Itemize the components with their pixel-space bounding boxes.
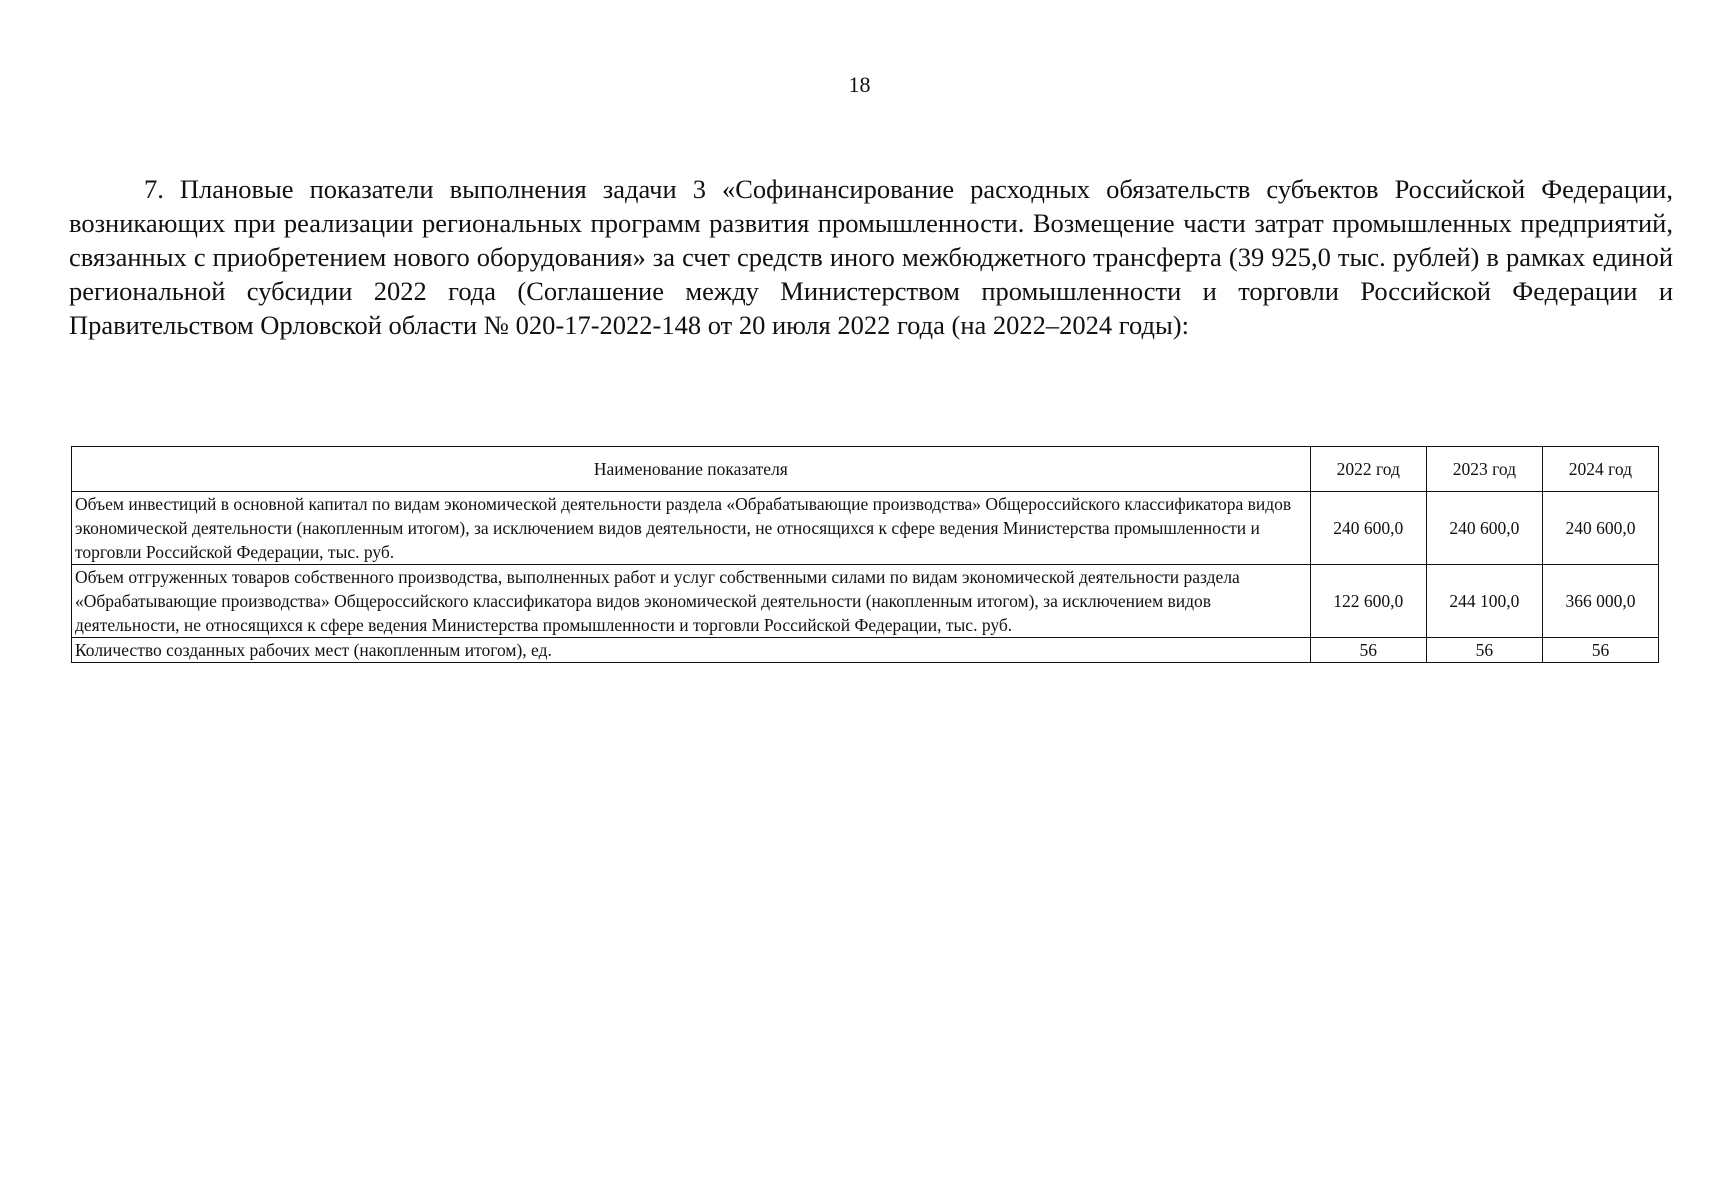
indicator-name-cell: Объем отгруженных товаров собственного производства, выполненных работ и услуг собственными силами по видам экономической деятельности раздела «Обрабатывающие производства» Общероссийского классификатора видов экономической деятельности (накопленным итогом), за исключением видов деятельности, не относящихся к сфере ведения Министерства промышленности и торговли Российской Федерации, тыс. руб. xyxy=(72,565,1311,638)
value-cell-2022: 240 600,0 xyxy=(1310,492,1426,565)
value-cell-2022: 122 600,0 xyxy=(1310,565,1426,638)
page-number: 18 xyxy=(848,72,871,97)
column-header-2022: 2022 год xyxy=(1310,447,1426,492)
value-cell-2024: 240 600,0 xyxy=(1542,492,1658,565)
value-cell-2024: 56 xyxy=(1542,638,1658,663)
column-header-2023: 2023 год xyxy=(1426,447,1542,492)
indicator-name-cell: Объем инвестиций в основной капитал по видам экономической деятельности раздела «Обрабатывающие производства» Общероссийского классификатора видов экономической деятельности (накопленным итогом), за исключением видов деятельности, не относящихся к сфере ведения Министерства промышленности и торговли Российской Федерации, тыс. руб. xyxy=(72,492,1311,565)
column-header-indicator-name: Наименование показателя xyxy=(72,447,1311,492)
indicators-table xyxy=(71,446,1659,663)
value-cell-2023: 244 100,0 xyxy=(1426,565,1542,638)
value-cell-2024: 366 000,0 xyxy=(1542,565,1658,638)
column-header-2024: 2024 год xyxy=(1542,447,1658,492)
table-row xyxy=(72,492,1659,565)
value-cell-2023: 240 600,0 xyxy=(1426,492,1542,565)
value-cell-2023: 56 xyxy=(1426,638,1542,663)
intro-paragraph: 7. Плановые показатели выполнения задачи 3 «Софинансирование расходных обязательств субъектов Российской Федерации, возникающих при реализации региональных программ развития промышленности. Возмещение части затрат промышленных предприятий, связанных с приобретением нового оборудования» за счет средств иного межбюджетного трансферта (39 925,0 тыс. рублей) в рамках единой региональной субсидии 2022 года (Соглашение между Министерством промышленности и торговли Российской Федерации и Правительством Орловской области № 020-17-2022-148 от 20 июля 2022 года (на 2022–2024 годы): xyxy=(69,174,1673,340)
table-row xyxy=(72,565,1659,638)
table-header-row xyxy=(72,447,1659,492)
value-cell-2022: 56 xyxy=(1310,638,1426,663)
indicator-name-cell: Количество созданных рабочих мест (накопленным итогом), ед. xyxy=(72,638,1311,663)
table-row xyxy=(72,638,1659,663)
